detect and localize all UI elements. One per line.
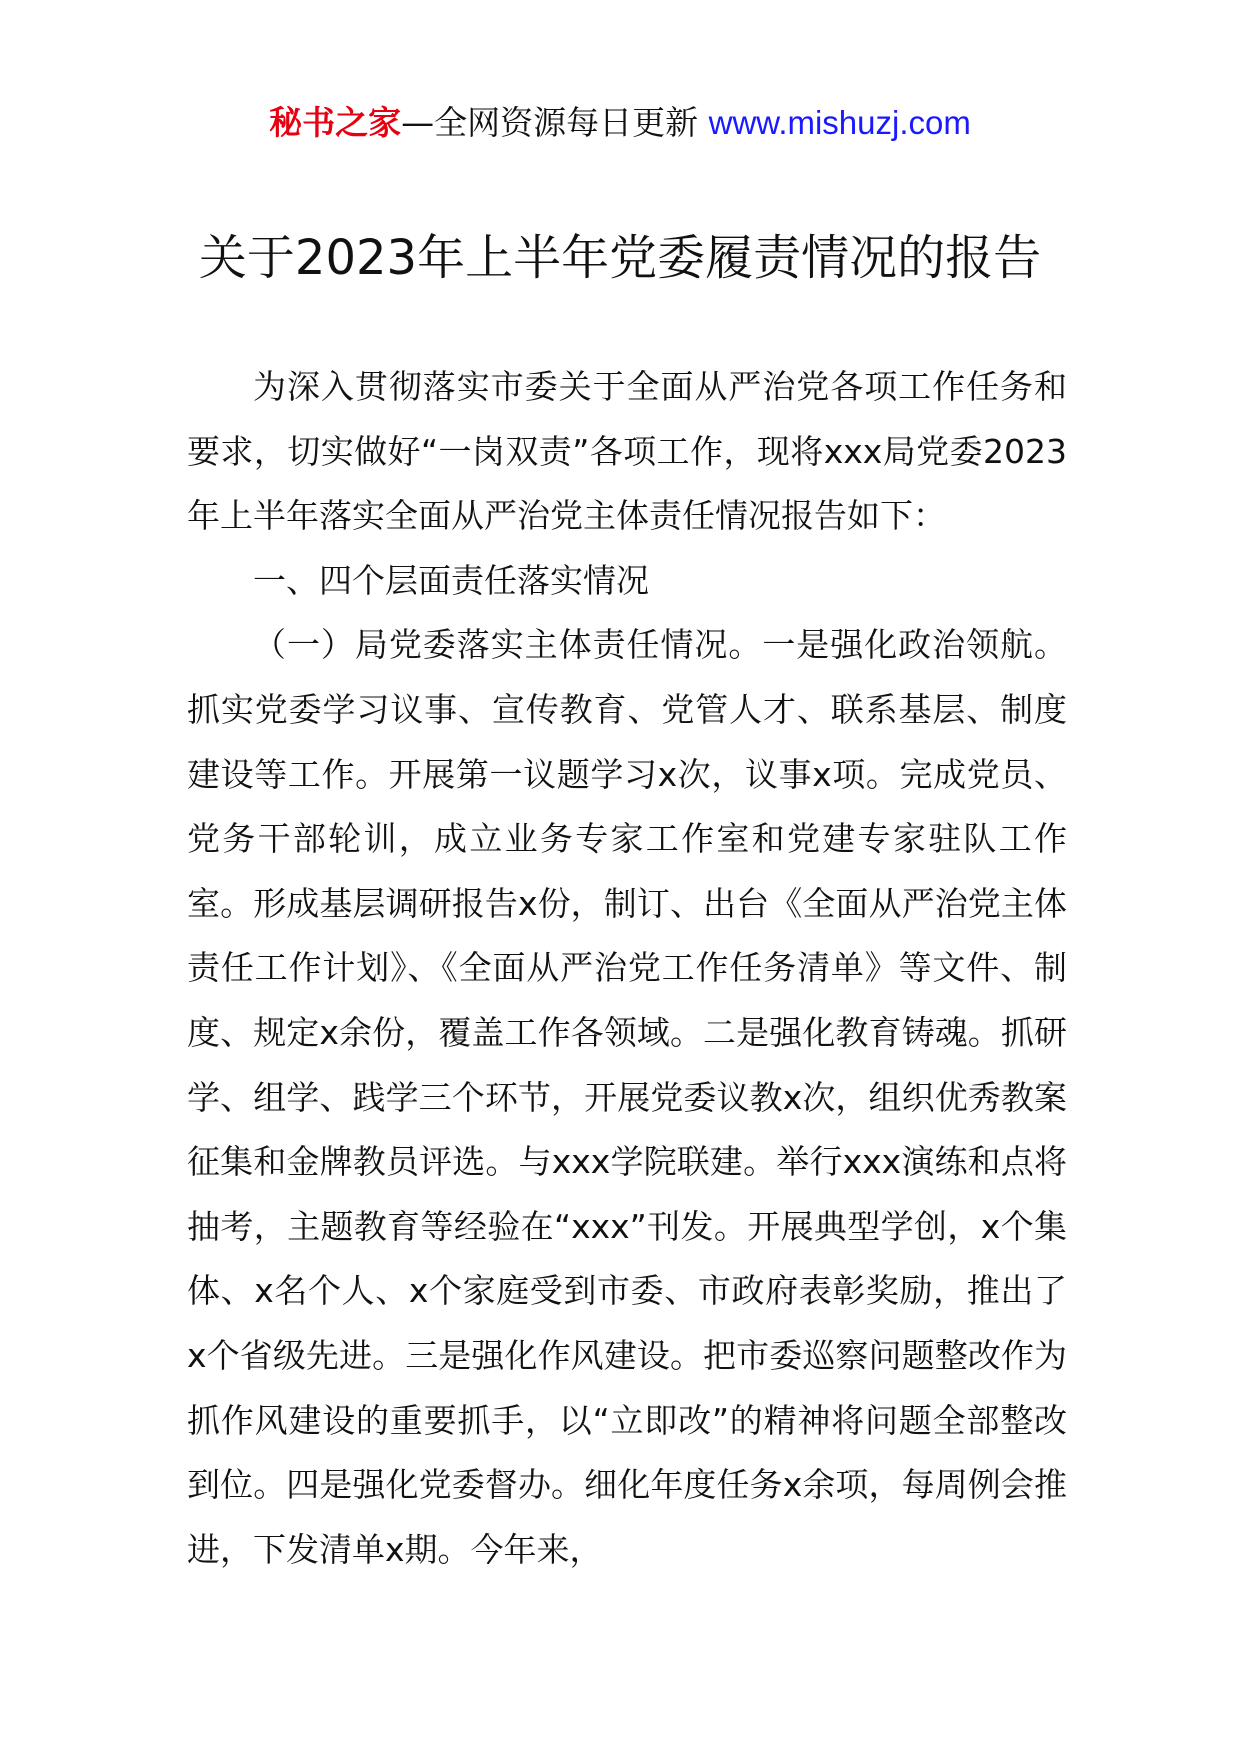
section-heading: 一、四个层面责任落实情况: [253, 560, 649, 600]
site-url-link[interactable]: www.mishuzj.com: [708, 104, 971, 141]
body-paragraph: （一）局党委落实主体责任情况。一是强化政治领航。抓实党委学习议事、宣传教育、党管人才、联系基层、制度建设等工作。开展第一议题学习x次，议事x项。完成党员、党务干部轮训，成立业务专家工作室和党建专家驻队工作室。形成基层调研报告x份，制订、出台《全面从严治党主体责任工作计划》、《全面从严治党工作任务清单》等文件、制度、规定x余份，覆盖工作各领域。二是强化教育铸魂。抓研学、组学、践学三个环节，开展党委议教x次，组织优秀教案征集和金牌教员评选。与xxx学院联建。举行xxx演练和点将抽考，主题教育等经验在“xxx”刊发。开展典型学创，x个集体、x名个人、x个家庭受到市委、市政府表彰奖励，推出了x个省级先进。三是强化作风建设。把市委巡察问题整改作为抓作风建设的重要抓手，以“立即改”的精神将问题全部整改到位。四是强化党委督办。细化年度任务x余项，每周例会推进，下发清单x期。今年来，: [187, 625, 1067, 1569]
document-body: [187, 355, 1067, 1582]
site-header: [0, 98, 1240, 148]
document-title: 关于2023年上半年党委履责情况的报告: [198, 230, 1042, 286]
site-brand: 秘书之家: [269, 103, 402, 142]
intro-paragraph: 为深入贯彻落实市委关于全面从严治党各项工作任务和要求，切实做好“一岗双责”各项工作，现将xxx局党委2023年上半年落实全面从严治党主体责任情况报告如下：: [187, 367, 1067, 536]
site-tagline: —全网资源每日更新: [401, 103, 699, 142]
